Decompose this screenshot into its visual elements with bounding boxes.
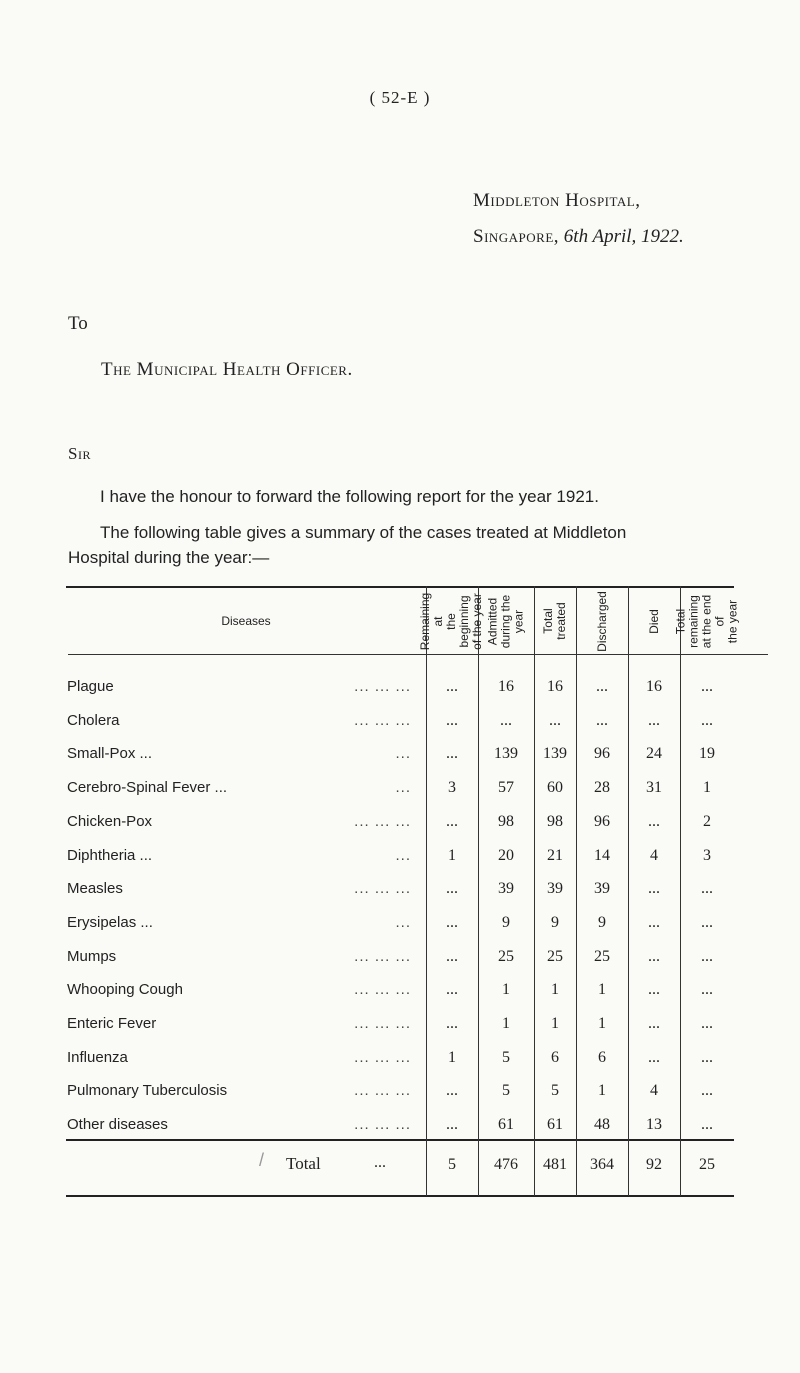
table-bottom-rule xyxy=(66,1195,734,1197)
cell-died: 13 xyxy=(646,1116,662,1134)
cell-died: 16 xyxy=(646,678,662,695)
cell-admitted: 16 xyxy=(498,678,514,695)
cell-remaining-start: ... xyxy=(446,947,458,965)
disease-name: Plague xyxy=(67,678,114,695)
cell-admitted: 98 xyxy=(498,812,514,830)
cell-remaining-start: 1 xyxy=(448,1048,456,1066)
cell-discharged: 25 xyxy=(594,947,610,965)
cell-remaining-start: ... xyxy=(446,1015,458,1032)
disease-name: Measles xyxy=(67,880,123,898)
cell-total-treated: 39 xyxy=(547,880,563,898)
leader-dots: ... ... ... xyxy=(354,880,411,898)
cell-died: 4 xyxy=(650,846,658,864)
cell-total-treated: 60 xyxy=(547,779,563,797)
cell-admitted: 5 xyxy=(502,1082,510,1100)
cell-died: ... xyxy=(648,812,660,830)
cell-total-treated: 5 xyxy=(551,1082,559,1100)
cell-remaining-end: 2 xyxy=(703,812,711,830)
cell-remaining-start: ... xyxy=(446,1116,458,1134)
table-row xyxy=(66,1043,734,1073)
header-remaining-start: Remaining at the beginning of the year xyxy=(418,592,485,650)
total-admitted: 476 xyxy=(494,1156,518,1173)
leader-dots: ... xyxy=(395,846,411,864)
total-remaining-start: 5 xyxy=(448,1156,456,1173)
cell-admitted: 139 xyxy=(494,745,518,763)
disease-name: Erysipelas ... xyxy=(67,913,153,931)
disease-name: Whooping Cough xyxy=(67,981,183,999)
body-paragraph-2-line-1: The following table gives a summary of the cases treated at Middleton xyxy=(100,523,627,542)
leader-dots: ... ... ... xyxy=(354,947,411,965)
cell-remaining-start: ... xyxy=(446,745,458,763)
total-row xyxy=(66,1146,734,1192)
cell-died: 31 xyxy=(646,779,662,797)
cell-total-treated: 61 xyxy=(547,1116,563,1134)
leader-dots: ... ... ... xyxy=(354,1116,411,1134)
table-row xyxy=(66,672,734,702)
cell-discharged: 1 xyxy=(598,1015,606,1032)
cell-died: ... xyxy=(648,1048,660,1066)
cell-total-treated: 9 xyxy=(551,913,559,931)
cell-remaining-end: 3 xyxy=(703,846,711,864)
cell-discharged: ... xyxy=(596,711,608,729)
cell-total-treated: 6 xyxy=(551,1048,559,1066)
disease-name: Mumps xyxy=(67,947,117,965)
leader-dots: ... xyxy=(395,779,411,797)
cell-remaining-start: ... xyxy=(446,1082,458,1100)
cell-remaining-start: 1 xyxy=(448,846,456,864)
table-row xyxy=(66,1009,734,1039)
leader-dots: ... xyxy=(395,745,411,763)
cell-admitted: 1 xyxy=(502,981,510,999)
header-died: Died xyxy=(646,608,661,634)
total-total-treated: 481 xyxy=(543,1156,567,1173)
cell-remaining-end: ... xyxy=(701,947,713,965)
table-row xyxy=(66,942,734,972)
cell-total-treated: ... xyxy=(549,711,561,729)
cell-remaining-end: ... xyxy=(701,913,713,931)
disease-name: Diphtheria ... xyxy=(67,846,153,864)
disease-name: Pulmonary Tuberculosis xyxy=(67,1082,228,1100)
header-diseases: Diseases xyxy=(221,614,271,628)
cell-remaining-end: ... xyxy=(701,1015,713,1032)
cell-discharged: 28 xyxy=(594,779,610,797)
cell-admitted: 5 xyxy=(502,1048,510,1066)
cell-admitted: 61 xyxy=(498,1116,514,1134)
disease-name: Influenza xyxy=(67,1048,128,1066)
leader-dots: ... ... ... xyxy=(354,711,411,729)
table-row xyxy=(66,975,734,1005)
cell-total-treated: 98 xyxy=(547,812,563,830)
addressee-officer: The Municipal Health Officer. xyxy=(101,359,353,380)
place-date-line xyxy=(473,226,684,248)
cell-remaining-end: ... xyxy=(701,981,713,999)
cell-discharged: 48 xyxy=(594,1116,610,1134)
pencil-mark: / xyxy=(259,1150,265,1170)
cases-table xyxy=(66,586,740,1196)
cell-discharged: 6 xyxy=(598,1048,606,1066)
cell-died: ... xyxy=(648,947,660,965)
cell-admitted: 20 xyxy=(498,846,514,864)
leader-dots: ... ... ... xyxy=(354,1015,411,1032)
cell-discharged: 39 xyxy=(594,880,610,898)
cell-total-treated: 1 xyxy=(551,1015,559,1032)
cell-remaining-start: ... xyxy=(446,880,458,898)
cell-remaining-end: ... xyxy=(701,711,713,729)
page-number: ( 52-E ) xyxy=(369,88,431,107)
cell-remaining-start: ... xyxy=(446,981,458,999)
table-row xyxy=(66,706,734,736)
cell-remaining-end: ... xyxy=(701,1048,713,1066)
hospital-name: Middleton Hospital, xyxy=(473,190,641,211)
cell-admitted: 1 xyxy=(502,1015,510,1032)
total-remaining-end: 25 xyxy=(699,1156,715,1173)
cell-discharged: 1 xyxy=(598,981,606,999)
cell-remaining-start: ... xyxy=(446,913,458,931)
table-row xyxy=(66,841,734,871)
cell-remaining-end: ... xyxy=(701,880,713,898)
cell-total-treated: 139 xyxy=(543,745,567,763)
table-row xyxy=(66,874,734,904)
disease-name: Other diseases xyxy=(67,1116,168,1134)
table-row xyxy=(66,1110,734,1140)
body-paragraph-1: I have the honour to forward the following report for the year 1921. xyxy=(100,487,599,506)
table-row xyxy=(66,1076,734,1106)
leader-dots: ... ... ... xyxy=(354,678,411,695)
total-discharged: 364 xyxy=(590,1156,614,1173)
cell-remaining-start: 3 xyxy=(448,779,456,797)
cell-died: 4 xyxy=(650,1082,658,1100)
table-row xyxy=(66,908,734,938)
leader-dots: ... ... ... xyxy=(354,981,411,999)
addressee-to: To xyxy=(68,313,88,334)
disease-name: Enteric Fever xyxy=(67,1015,157,1032)
cell-admitted: ... xyxy=(500,711,512,729)
cell-died: ... xyxy=(648,880,660,898)
cell-died: 24 xyxy=(646,745,662,763)
cell-discharged: 9 xyxy=(598,913,606,931)
cell-remaining-end: ... xyxy=(701,1082,713,1100)
header-discharged: Discharged xyxy=(594,590,609,652)
leader-dots: ... ... ... xyxy=(354,1082,411,1100)
header-admitted: Admitted during the year xyxy=(485,594,526,648)
header-remaining-end: Total remaining at the end of the year xyxy=(673,594,740,648)
header-total-treated: Total treated xyxy=(541,602,568,640)
cell-remaining-start: ... xyxy=(446,678,458,695)
salutation: Sir xyxy=(68,444,91,463)
table-row xyxy=(66,739,734,769)
cell-total-treated: 21 xyxy=(547,846,563,864)
leader-dots: ... ... ... xyxy=(354,1048,411,1066)
body-paragraph-2-line-2: Hospital during the year:— xyxy=(68,548,270,567)
cell-remaining-end: ... xyxy=(701,678,713,695)
disease-name: Chicken-Pox xyxy=(67,812,153,830)
table-header-rule xyxy=(68,654,768,655)
cell-admitted: 25 xyxy=(498,947,514,965)
cell-discharged: 96 xyxy=(594,812,610,830)
cell-remaining-end: 19 xyxy=(699,745,715,763)
disease-name: Cholera xyxy=(67,711,120,729)
leader-dots: ... ... ... xyxy=(354,812,411,830)
cell-admitted: 39 xyxy=(498,880,514,898)
cell-total-treated: 1 xyxy=(551,981,559,999)
leader-dots: ... xyxy=(395,913,411,931)
disease-name: Cerebro-Spinal Fever ... xyxy=(67,779,228,797)
cell-remaining-end: ... xyxy=(701,1116,713,1134)
disease-name: Small-Pox ... xyxy=(67,745,153,763)
place-name: Singapore, xyxy=(473,226,560,247)
cell-discharged: 1 xyxy=(598,1082,606,1100)
cell-admitted: 57 xyxy=(498,779,514,797)
table-row xyxy=(66,807,734,837)
cell-died: ... xyxy=(648,913,660,931)
cell-discharged: 14 xyxy=(594,846,610,864)
cell-admitted: 9 xyxy=(502,913,510,931)
table-row xyxy=(66,773,734,803)
total-label: Total xyxy=(286,1154,321,1173)
total-dots: ... xyxy=(374,1154,386,1171)
cell-remaining-start: ... xyxy=(446,812,458,830)
cell-discharged: ... xyxy=(596,678,608,695)
cell-remaining-start: ... xyxy=(446,711,458,729)
cell-total-treated: 16 xyxy=(547,678,563,695)
cell-discharged: 96 xyxy=(594,745,610,763)
cell-remaining-end: 1 xyxy=(703,779,711,797)
letter-date: 6th April, 1922. xyxy=(563,226,684,247)
cell-total-treated: 25 xyxy=(547,947,563,965)
cell-died: ... xyxy=(648,711,660,729)
total-died: 92 xyxy=(646,1156,662,1173)
cell-died: ... xyxy=(648,981,660,999)
cell-died: ... xyxy=(648,1015,660,1032)
